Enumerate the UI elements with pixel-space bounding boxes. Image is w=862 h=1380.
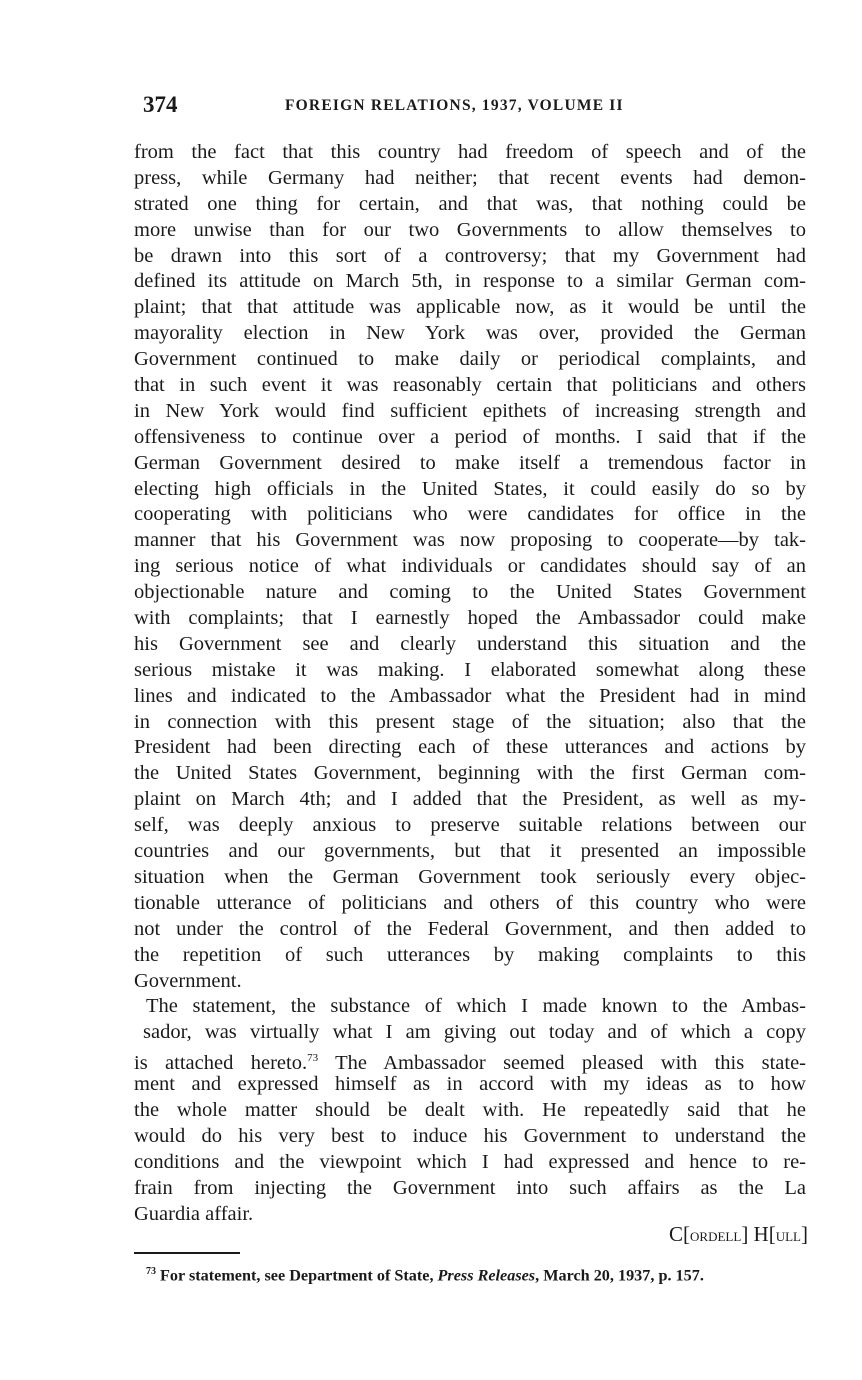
text-line: Guardia affair. [134, 1202, 254, 1225]
text-line: tionable utterance of politicians and others of this country who were [134, 891, 806, 914]
text-line: from the fact that this country had freedom of speech and of the [134, 141, 806, 163]
signature-part: ] H[ [741, 1222, 776, 1246]
text-line: President had been directing each of these utterances and actions by [134, 736, 806, 759]
text-line: would do his very best to induce his Government to understand the [134, 1124, 806, 1147]
text-line: the United States Government, beginning with the first German com- [134, 762, 806, 785]
text-line [134, 1046, 806, 1072]
text-line: plaint on March 4th; and I added that the President, as well as my- [134, 788, 806, 811]
text-line: frain from injecting the Government into such affairs as the La [134, 1176, 806, 1199]
text-line: offensiveness to continue over a period of months. I said that if the [134, 425, 806, 448]
text-line: lines and indicated to the Ambassador what the President had in mind [134, 684, 806, 707]
text-line: that in such event it was reasonably certain that politicians and others [134, 374, 806, 397]
text-line: Government. [134, 969, 242, 992]
text-line: conditions and the viewpoint which I had expressed and hence to re- [134, 1150, 806, 1173]
text-line: objectionable nature and coming to the United States Government [134, 581, 806, 604]
paragraph-2 [134, 994, 806, 1227]
body-text [134, 140, 806, 1227]
text-line: press, while Germany had neither; that recent events had demon- [134, 166, 806, 189]
footnote-text: , March 20, 1937, p. 157. [535, 1266, 704, 1285]
text-line: serious mistake it was making. I elaborated somewhat along these [134, 658, 806, 681]
page-header [143, 92, 803, 122]
text-line: more unwise than for our two Governments to allow themselves to [134, 218, 806, 241]
text-line: mayorality election in New York was over, provided the German [134, 322, 806, 345]
footnote-reference: 73 [307, 1052, 319, 1065]
text-line: situation when the German Government took seriously every objec- [134, 865, 806, 888]
footnote-title: Press Releases [437, 1266, 536, 1285]
text-line: the whole matter should be dealt with. He repeatedly said that he [134, 1098, 806, 1121]
text-line: self, was deeply anxious to preserve suitable relations between our [134, 814, 806, 837]
signature-part: ull [775, 1225, 801, 1246]
signature [669, 1222, 808, 1247]
text-span: The Ambassador seemed pleased with this state- [318, 1052, 806, 1074]
text-line: cooperating with politicians who were candidates for office in the [134, 503, 806, 526]
text-line: sador, was virtually what I am giving out today and of which a copy [143, 1021, 806, 1044]
text-line: ing serious notice of what individuals or candidates should say of an [134, 555, 806, 578]
footnote-rule [134, 1252, 240, 1254]
text-line: ment and expressed himself as in accord with my ideas as to how [134, 1073, 806, 1096]
paragraph-2-rest [134, 1072, 806, 1227]
footnote [146, 1266, 704, 1285]
text-line: be drawn into this sort of a controversy; that my Government had [134, 244, 806, 267]
text-line: the repetition of such utterances by making complaints to this [134, 943, 806, 966]
signature-part: C[ [669, 1222, 691, 1246]
text-line: Government continued to make daily or periodical complaints, and [134, 348, 806, 371]
text-line: countries and our governments, but that it presented an impossible [134, 840, 806, 863]
text-line: in connection with this present stage of the situation; also that the [134, 710, 806, 733]
footnote-marker: 73 [146, 1266, 156, 1277]
paragraph-1 [134, 140, 806, 994]
footnote-text: For statement, see Department of State, [156, 1266, 438, 1285]
text-line: plaint; that that attitude was applicable now, as it would be until the [134, 296, 806, 319]
signature-part: ] [801, 1222, 808, 1246]
signature-part: ordell [690, 1225, 742, 1246]
text-line: strated one thing for certain, and that was, that nothing could be [134, 192, 806, 215]
text-line: The statement, the substance of which I made known to the Ambas- [146, 995, 806, 1018]
text-span: is attached hereto. [134, 1052, 308, 1074]
text-line: not under the control of the Federal Government, and then added to [134, 917, 806, 940]
text-line: in New York would find sufficient epithets of increasing strength and [134, 399, 806, 422]
text-line: defined its attitude on March 5th, in response to a similar German com- [134, 270, 806, 293]
page-number: 374 [143, 92, 178, 117]
text-line: electing high officials in the United States, it could easily do so by [134, 477, 806, 500]
running-head: FOREIGN RELATIONS, 1937, VOLUME II [285, 97, 624, 114]
text-line: manner that his Government was now proposing to cooperate—by tak- [134, 529, 806, 552]
text-line: German Government desired to make itself a tremendous factor in [134, 451, 806, 474]
text-line: his Government see and clearly understand this situation and the [134, 632, 806, 655]
text-line: with complaints; that I earnestly hoped the Ambassador could make [134, 607, 806, 630]
